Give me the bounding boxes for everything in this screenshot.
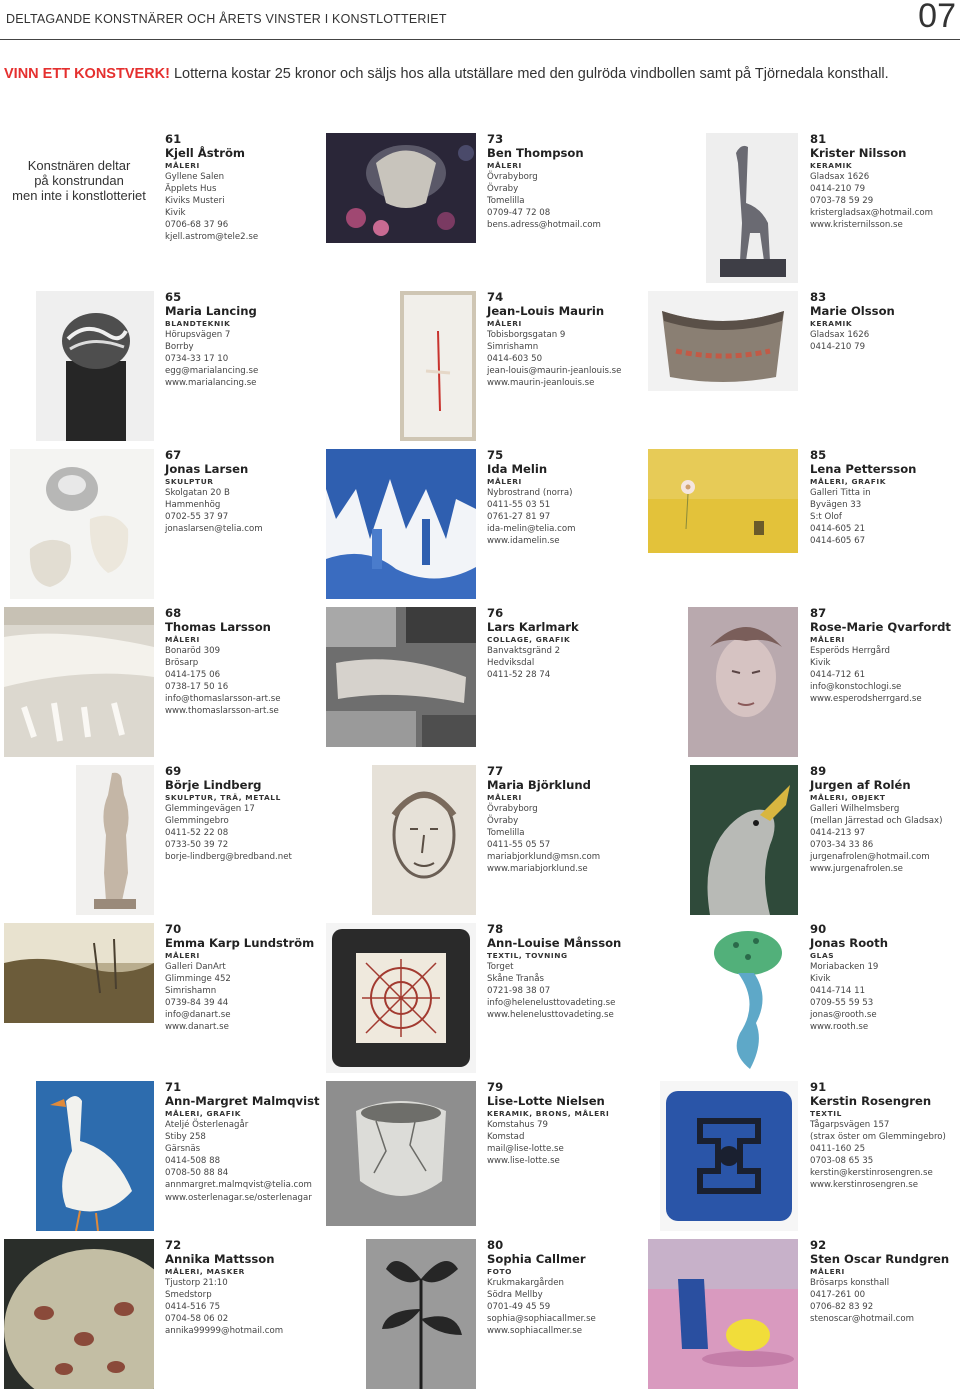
legend-note-line: men inte i konstlotteriet — [12, 188, 146, 203]
artist-entry — [487, 449, 575, 547]
artwork-glass-jellyfish-sculpture — [700, 923, 798, 1073]
artist-info-line: 0734-33 17 10 — [165, 354, 229, 365]
artwork-face-drawing — [372, 765, 476, 915]
artist-entry — [165, 449, 263, 535]
artist-number: 71 — [165, 1080, 182, 1094]
artist-category: KERAMIK — [810, 319, 853, 328]
artist-entry — [165, 133, 258, 244]
artist-info-line: Galleri Titta in — [810, 488, 871, 498]
header-title: DELTAGANDE KONSTNÄRER OCH ÅRETS VINSTER I KONSTLOTTERIET — [6, 12, 447, 26]
artwork-white-snow-landscape-painting — [4, 607, 154, 757]
artist-info-line: www.kerstinrosengren.se — [810, 1180, 919, 1191]
artwork-woman-face-painting — [688, 607, 798, 757]
artist-name: Kerstin Rosengren — [810, 1093, 932, 1108]
artist-name: Lars Karlmark — [487, 619, 579, 634]
artist-number: 79 — [487, 1080, 504, 1094]
artist-info-line: borje-lindberg@bredband.net — [165, 852, 292, 863]
artist-entry — [810, 291, 895, 353]
artist-entry — [487, 133, 601, 231]
artist-info-line: 0701-49 45 59 — [487, 1302, 551, 1313]
artist-info-line: 0702-55 37 97 — [165, 512, 229, 523]
artist-name: Jonas Larsen — [165, 461, 249, 476]
artist-info-line: 0414-605 67 — [810, 536, 866, 547]
artwork-white-abstract-red-line-painting — [400, 291, 476, 441]
artist-info-line: Hammenhög — [165, 500, 221, 511]
artist-number: 83 — [810, 290, 827, 304]
artist-info-line: Glimminge 452 — [165, 974, 231, 985]
artist-info-line: Simrishamn — [165, 986, 217, 997]
artist-info-line: 0411-55 03 51 — [487, 500, 551, 511]
artist-info-line: Gladsax 1626 — [810, 172, 870, 182]
artist-info-line: Komstahus 79 — [487, 1120, 548, 1130]
artist-number: 89 — [810, 764, 827, 778]
artist-info-line: www.jurgenafrolen.se — [810, 864, 903, 875]
artist-number: 77 — [487, 764, 504, 778]
artist-name: Ann-Louise Månsson — [487, 935, 622, 950]
artist-name: Jonas Rooth — [810, 935, 888, 950]
artist-info-line: www.marialancing.se — [165, 378, 257, 389]
artist-info-line: Borrby — [165, 342, 194, 353]
artist-info-line: Gladsax 1626 — [810, 330, 870, 340]
artist-info-line: jean-louis@maurin-jeanlouis.se — [487, 366, 622, 377]
artist-info-line: Bonaröd 309 — [165, 646, 221, 656]
artist-info-line: info@thomaslarsson-art.se — [165, 694, 281, 705]
artist-name: Sophia Callmer — [487, 1251, 586, 1266]
artist-info-line: mariabjorklund@msn.com — [487, 852, 601, 863]
artist-info-line: Brösarps konsthall — [810, 1278, 890, 1288]
artwork-marbled-egg-on-block — [36, 291, 154, 441]
artist-category: MÅLERI — [810, 1267, 845, 1276]
artist-name: Emma Karp Lundström — [165, 935, 315, 950]
artist-info-line: Nybrostrand (norra) — [487, 488, 573, 498]
artist-info-line: 0411-52 22 08 — [165, 828, 229, 839]
artist-info-line: www.danart.se — [165, 1022, 229, 1033]
artist-number: 72 — [165, 1238, 182, 1252]
artist-name: Maria Björklund — [487, 777, 591, 792]
artist-category: MÅLERI — [165, 635, 200, 644]
artwork-figure-sculpture — [76, 765, 154, 915]
artist-info-line: Övraby — [487, 184, 519, 195]
artist-info-line: Kivik — [165, 208, 186, 219]
artwork-dark-flower-photo — [366, 1239, 476, 1389]
artist-number: 65 — [165, 290, 182, 304]
header-divider — [0, 39, 960, 40]
artist-name: Lena Pettersson — [810, 461, 917, 476]
artist-info-line: Gyllene Salen — [165, 172, 225, 182]
artist-info-line: 0703-34 33 86 — [810, 840, 874, 851]
artist-category: KERAMIK, BRONS, MÅLERI — [487, 1109, 610, 1118]
artist-entry — [165, 1239, 283, 1337]
artist-name: Sten Oscar Rundgren — [810, 1251, 950, 1266]
artist-info-line: Glemmingevägen 17 — [165, 804, 255, 814]
artist-number: 92 — [810, 1238, 827, 1252]
artist-name: Rose-Marie Qvarfordt — [810, 619, 951, 634]
artwork-misty-landscape-painting — [4, 923, 154, 1023]
artist-info-line: Komstad — [487, 1132, 525, 1143]
artist-category: TEXTIL — [810, 1109, 842, 1118]
artist-number: 78 — [487, 922, 504, 936]
artist-info-line: 0414-508 88 — [165, 1156, 221, 1167]
artist-info-line: Ateljé Österlenagår — [165, 1120, 249, 1130]
artist-number: 69 — [165, 764, 182, 778]
artist-info-line: jonaslarsen@telia.com — [165, 524, 263, 535]
artist-number: 91 — [810, 1080, 827, 1094]
artist-info-line: sophia@sophiacallmer.se — [487, 1314, 596, 1325]
artist-info-line: info@helenelusttovadeting.se — [487, 998, 616, 1009]
artist-info-line: Övraby — [487, 816, 519, 827]
legend-note-line: Konstnären deltar — [27, 158, 131, 173]
artist-info-line: Tågarpsvägen 157 — [810, 1120, 890, 1130]
artist-info-line: www.sophiacallmer.se — [487, 1326, 582, 1337]
artist-info-line: Esperöds Herrgård — [810, 646, 890, 656]
legend-note — [4, 158, 154, 203]
artist-category: FOTO — [487, 1267, 513, 1276]
artwork-eyes-abstract-painting — [4, 1239, 154, 1389]
artist-info-line: Tobisborgsgatan 9 — [487, 330, 566, 340]
artist-info-line: 0703-78 59 29 — [810, 196, 874, 207]
artist-info-line: 0709-47 72 08 — [487, 208, 551, 219]
artwork-blue-white-abstract-painting — [326, 449, 476, 599]
artist-entry — [487, 607, 579, 681]
artist-info-line: 0417-261 00 — [810, 1290, 866, 1301]
artist-entry — [810, 133, 933, 231]
artist-info-line: Simrishamn — [487, 342, 539, 353]
artist-category: SKULPTUR, TRÄ, METALL — [165, 793, 281, 802]
artist-info-line: www.thomaslarsson-art.se — [165, 706, 279, 717]
artist-info-line: bens.adress@hotmail.com — [487, 220, 601, 231]
artist-name: Marie Olsson — [810, 303, 895, 318]
artist-category: MÅLERI — [165, 951, 200, 960]
artist-info-line: 0721-98 38 07 — [487, 986, 551, 997]
artist-category: MÅLERI — [487, 161, 522, 170]
artist-category: MÅLERI, GRAFIK — [810, 477, 887, 486]
artist-entry — [810, 923, 888, 1034]
artist-info-line: 0761-27 81 97 — [487, 512, 551, 523]
artist-info-line: jonas@rooth.se — [810, 1010, 877, 1021]
artist-info-line: Banvaktsgränd 2 — [487, 646, 561, 656]
artist-info-line: Glemmingebro — [165, 816, 229, 827]
artist-info-line: 0411-55 05 57 — [487, 840, 551, 851]
artwork-yellow-flower-painting — [648, 449, 798, 553]
artist-info-line: Torget — [487, 962, 514, 972]
artist-entry — [487, 1239, 596, 1337]
artwork-blue-knitted-cushion — [660, 1081, 798, 1231]
artist-info-line: Skolgatan 20 B — [165, 488, 230, 498]
artwork-ceramic-giraffe-sculpture — [706, 133, 798, 283]
artist-info-line: Tomelilla — [487, 828, 525, 839]
artist-info-line: Kiviks Musteri — [165, 196, 225, 207]
artist-info-line: 0703-08 65 35 — [810, 1156, 874, 1167]
artist-category: MÅLERI, OBJEKT — [810, 793, 886, 802]
artist-number: 80 — [487, 1238, 504, 1252]
artist-name: Ida Melin — [487, 461, 548, 476]
artist-number: 68 — [165, 606, 182, 620]
artist-number: 90 — [810, 922, 827, 936]
artist-info-line: Galleri Wilhelmsberg — [810, 804, 900, 814]
artist-entry — [165, 607, 281, 718]
artist-info-line: 0414-516 75 — [165, 1302, 221, 1313]
artist-info-line: 0706-68 37 96 — [165, 220, 229, 231]
artist-entry — [487, 1081, 609, 1167]
artist-entry — [487, 291, 621, 389]
artist-info-line: 0704-58 06 02 — [165, 1314, 229, 1325]
artist-info-line: Tjustorp 21:10 — [165, 1278, 228, 1288]
artist-category: MÅLERI — [487, 477, 522, 486]
artist-info-line: Hörupsvägen 7 — [165, 330, 231, 340]
artist-info-line: (mellan Järrestad och Gladsax) — [810, 816, 943, 827]
artist-info-line: stenoscar@hotmail.com — [810, 1314, 915, 1325]
artist-info-line: 0709-55 59 53 — [810, 998, 874, 1009]
artist-category: SKULPTUR — [165, 477, 214, 486]
artist-entry — [810, 449, 916, 547]
artist-entry — [810, 765, 942, 876]
artist-category: MÅLERI — [165, 161, 200, 170]
artist-entry — [165, 923, 314, 1034]
artist-category: MÅLERI, MASKER — [165, 1267, 245, 1276]
artist-info-line: www.maurin-jeanlouis.se — [487, 378, 595, 389]
artist-number: 85 — [810, 448, 827, 462]
artist-info-line: Övrabyborg — [487, 804, 538, 814]
artist-info-line: www.osterlenagar.se/osterlenagar — [165, 1192, 312, 1203]
artist-category: MÅLERI, GRAFIK — [165, 1109, 242, 1118]
artist-info-line: 0739-84 39 44 — [165, 998, 229, 1009]
artwork-felted-cushion-web — [326, 923, 476, 1073]
artwork-animal-skull-flowers-painting — [326, 133, 476, 243]
artist-entry — [165, 765, 292, 863]
intro-text — [4, 66, 889, 82]
legend-note-line: på konstrundan — [34, 173, 124, 188]
artist-info-line: 0414-175 06 — [165, 670, 221, 681]
artist-info-line: Tomelilla — [487, 196, 525, 207]
artist-category: MÅLERI — [487, 793, 522, 802]
artist-name: Ben Thompson — [487, 145, 584, 160]
artist-name: Krister Nilsson — [810, 145, 907, 160]
artist-number: 74 — [487, 290, 504, 304]
artist-number: 87 — [810, 606, 827, 620]
artist-category: TEXTIL, TOVNING — [487, 951, 568, 960]
artist-info-line: 0414-714 11 — [810, 986, 866, 997]
artist-category: GLAS — [810, 951, 835, 960]
artist-entry — [165, 1081, 320, 1204]
artist-info-line: Södra Mellby — [487, 1290, 543, 1301]
artist-info-line: Krukmakargården — [487, 1278, 564, 1288]
artist-name: Börje Lindberg — [165, 777, 262, 792]
artist-info-line: jurgenafrolen@hotmail.com — [810, 852, 930, 863]
artist-info-line: Hedviksdal — [487, 658, 535, 669]
artist-info-line: kerstin@kerstinrosengren.se — [810, 1168, 933, 1179]
artist-info-line: (strax öster om Glemmingebro) — [810, 1132, 946, 1143]
artist-info-line: Brösarp — [165, 658, 199, 669]
artist-name: Jurgen af Rolén — [810, 777, 911, 792]
artist-name: Maria Lancing — [165, 303, 257, 318]
artist-info-line: 0708-50 88 84 — [165, 1168, 229, 1179]
artist-info-line: Kivik — [810, 658, 831, 669]
artist-info-line: Smedstorp — [165, 1290, 212, 1301]
artist-entry — [165, 291, 258, 389]
artist-info-line: www.kristernilsson.se — [810, 220, 903, 231]
artist-info-line: www.rooth.se — [810, 1022, 869, 1033]
artist-info-line: www.esperodsherrgard.se — [810, 694, 922, 705]
artist-info-line: www.helenelusttovadeting.se — [487, 1010, 614, 1021]
artist-info-line: 0733-50 39 72 — [165, 840, 229, 851]
artist-info-line: Övrabyborg — [487, 172, 538, 182]
artist-info-line: 0414-210 79 — [810, 184, 866, 195]
artist-info-line: Äpplets Hus — [165, 184, 217, 195]
artist-info-line: 0738-17 50 16 — [165, 682, 229, 693]
artist-info-line: kjell.astrom@tele2.se — [165, 232, 259, 243]
artist-number: 67 — [165, 448, 182, 462]
artist-entry — [810, 1081, 946, 1192]
artist-name: Ann-Margret Malmqvist — [165, 1093, 320, 1108]
artist-info-line: Gärsnäs — [165, 1144, 201, 1155]
artist-category: BLANDTEKNIK — [165, 319, 231, 328]
artist-entry — [810, 607, 951, 705]
artist-number: 70 — [165, 922, 182, 936]
artist-number: 61 — [165, 132, 182, 146]
artist-info-line: Kivik — [810, 974, 831, 985]
artwork-bird-head-painting — [690, 765, 798, 915]
artist-info-line: S:t Olof — [810, 512, 842, 523]
artist-info-line: ida-melin@telia.com — [487, 524, 576, 535]
artist-info-line: Skåne Tranås — [487, 974, 544, 985]
artist-name: Jean-Louis Maurin — [487, 303, 605, 318]
artwork-ceramic-cracked-vessel — [326, 1081, 476, 1226]
artist-number: 81 — [810, 132, 827, 146]
artist-info-line: Byvägen 33 — [810, 500, 862, 511]
artist-category: MÅLERI — [487, 319, 522, 328]
artist-entry — [487, 765, 600, 876]
artist-info-line: annika99999@hotmail.com — [165, 1326, 284, 1337]
artist-info-line: www.idamelin.se — [487, 536, 560, 547]
artist-name: Lise-Lotte Nielsen — [487, 1093, 605, 1108]
artist-number: 73 — [487, 132, 504, 146]
artist-entry — [810, 1239, 949, 1325]
intro-body: Lotterna kostar 25 kronor och säljs hos alla utställare med den gulröda vindbollen samt på Tjörnedala konsthall. — [169, 66, 889, 82]
artist-info-line: Moriabacken 19 — [810, 962, 879, 972]
artwork-ceramic-bowl-with-red-pattern — [648, 291, 798, 391]
artist-name: Annika Mattsson — [165, 1251, 275, 1266]
artist-info-line: info@danart.se — [165, 1010, 231, 1021]
artist-info-line: www.lise-lotte.se — [487, 1156, 560, 1167]
artwork-glass-and-stone-sculpture — [10, 449, 154, 599]
intro-highlight: VINN ETT KONSTVERK! — [4, 66, 170, 82]
artist-info-line: mail@lise-lotte.se — [487, 1144, 564, 1155]
artist-name: Kjell Åström — [165, 145, 245, 160]
artist-info-line: 0414-213 97 — [810, 828, 866, 839]
artist-number: 76 — [487, 606, 504, 620]
page-number: 07 — [918, 0, 956, 35]
artist-info-line: annmargret.malmqvist@telia.com — [165, 1180, 312, 1191]
artist-info-line: info@konstochlogi.se — [810, 682, 902, 693]
artist-info-line: kristergladsax@hotmail.com — [810, 208, 933, 219]
artist-info-line: 0411-52 28 74 — [487, 670, 551, 681]
artist-info-line: Stiby 258 — [165, 1132, 206, 1143]
artist-info-line: egg@marialancing.se — [165, 366, 259, 377]
artist-info-line: 0414-605 21 — [810, 524, 866, 535]
artist-info-line: 0414-603 50 — [487, 354, 543, 365]
artist-info-line: Galleri DanArt — [165, 962, 226, 972]
artist-category: COLLAGE, GRAFIK — [487, 635, 571, 644]
artist-info-line: 0411-160 25 — [810, 1144, 866, 1155]
artist-entry — [487, 923, 621, 1021]
artwork-still-life-lemon-painting — [648, 1239, 798, 1389]
artist-number: 75 — [487, 448, 504, 462]
artwork-white-goose-painting — [36, 1081, 154, 1231]
artist-info-line: 0706-82 83 92 — [810, 1302, 874, 1313]
artwork-arm-collage — [326, 607, 476, 747]
artist-info-line: 0414-210 79 — [810, 342, 866, 353]
artist-category: KERAMIK — [810, 161, 853, 170]
artist-category: MÅLERI — [810, 635, 845, 644]
artist-info-line: 0414-712 61 — [810, 670, 866, 681]
artist-info-line: www.mariabjorklund.se — [487, 864, 588, 875]
artist-name: Thomas Larsson — [165, 619, 271, 634]
